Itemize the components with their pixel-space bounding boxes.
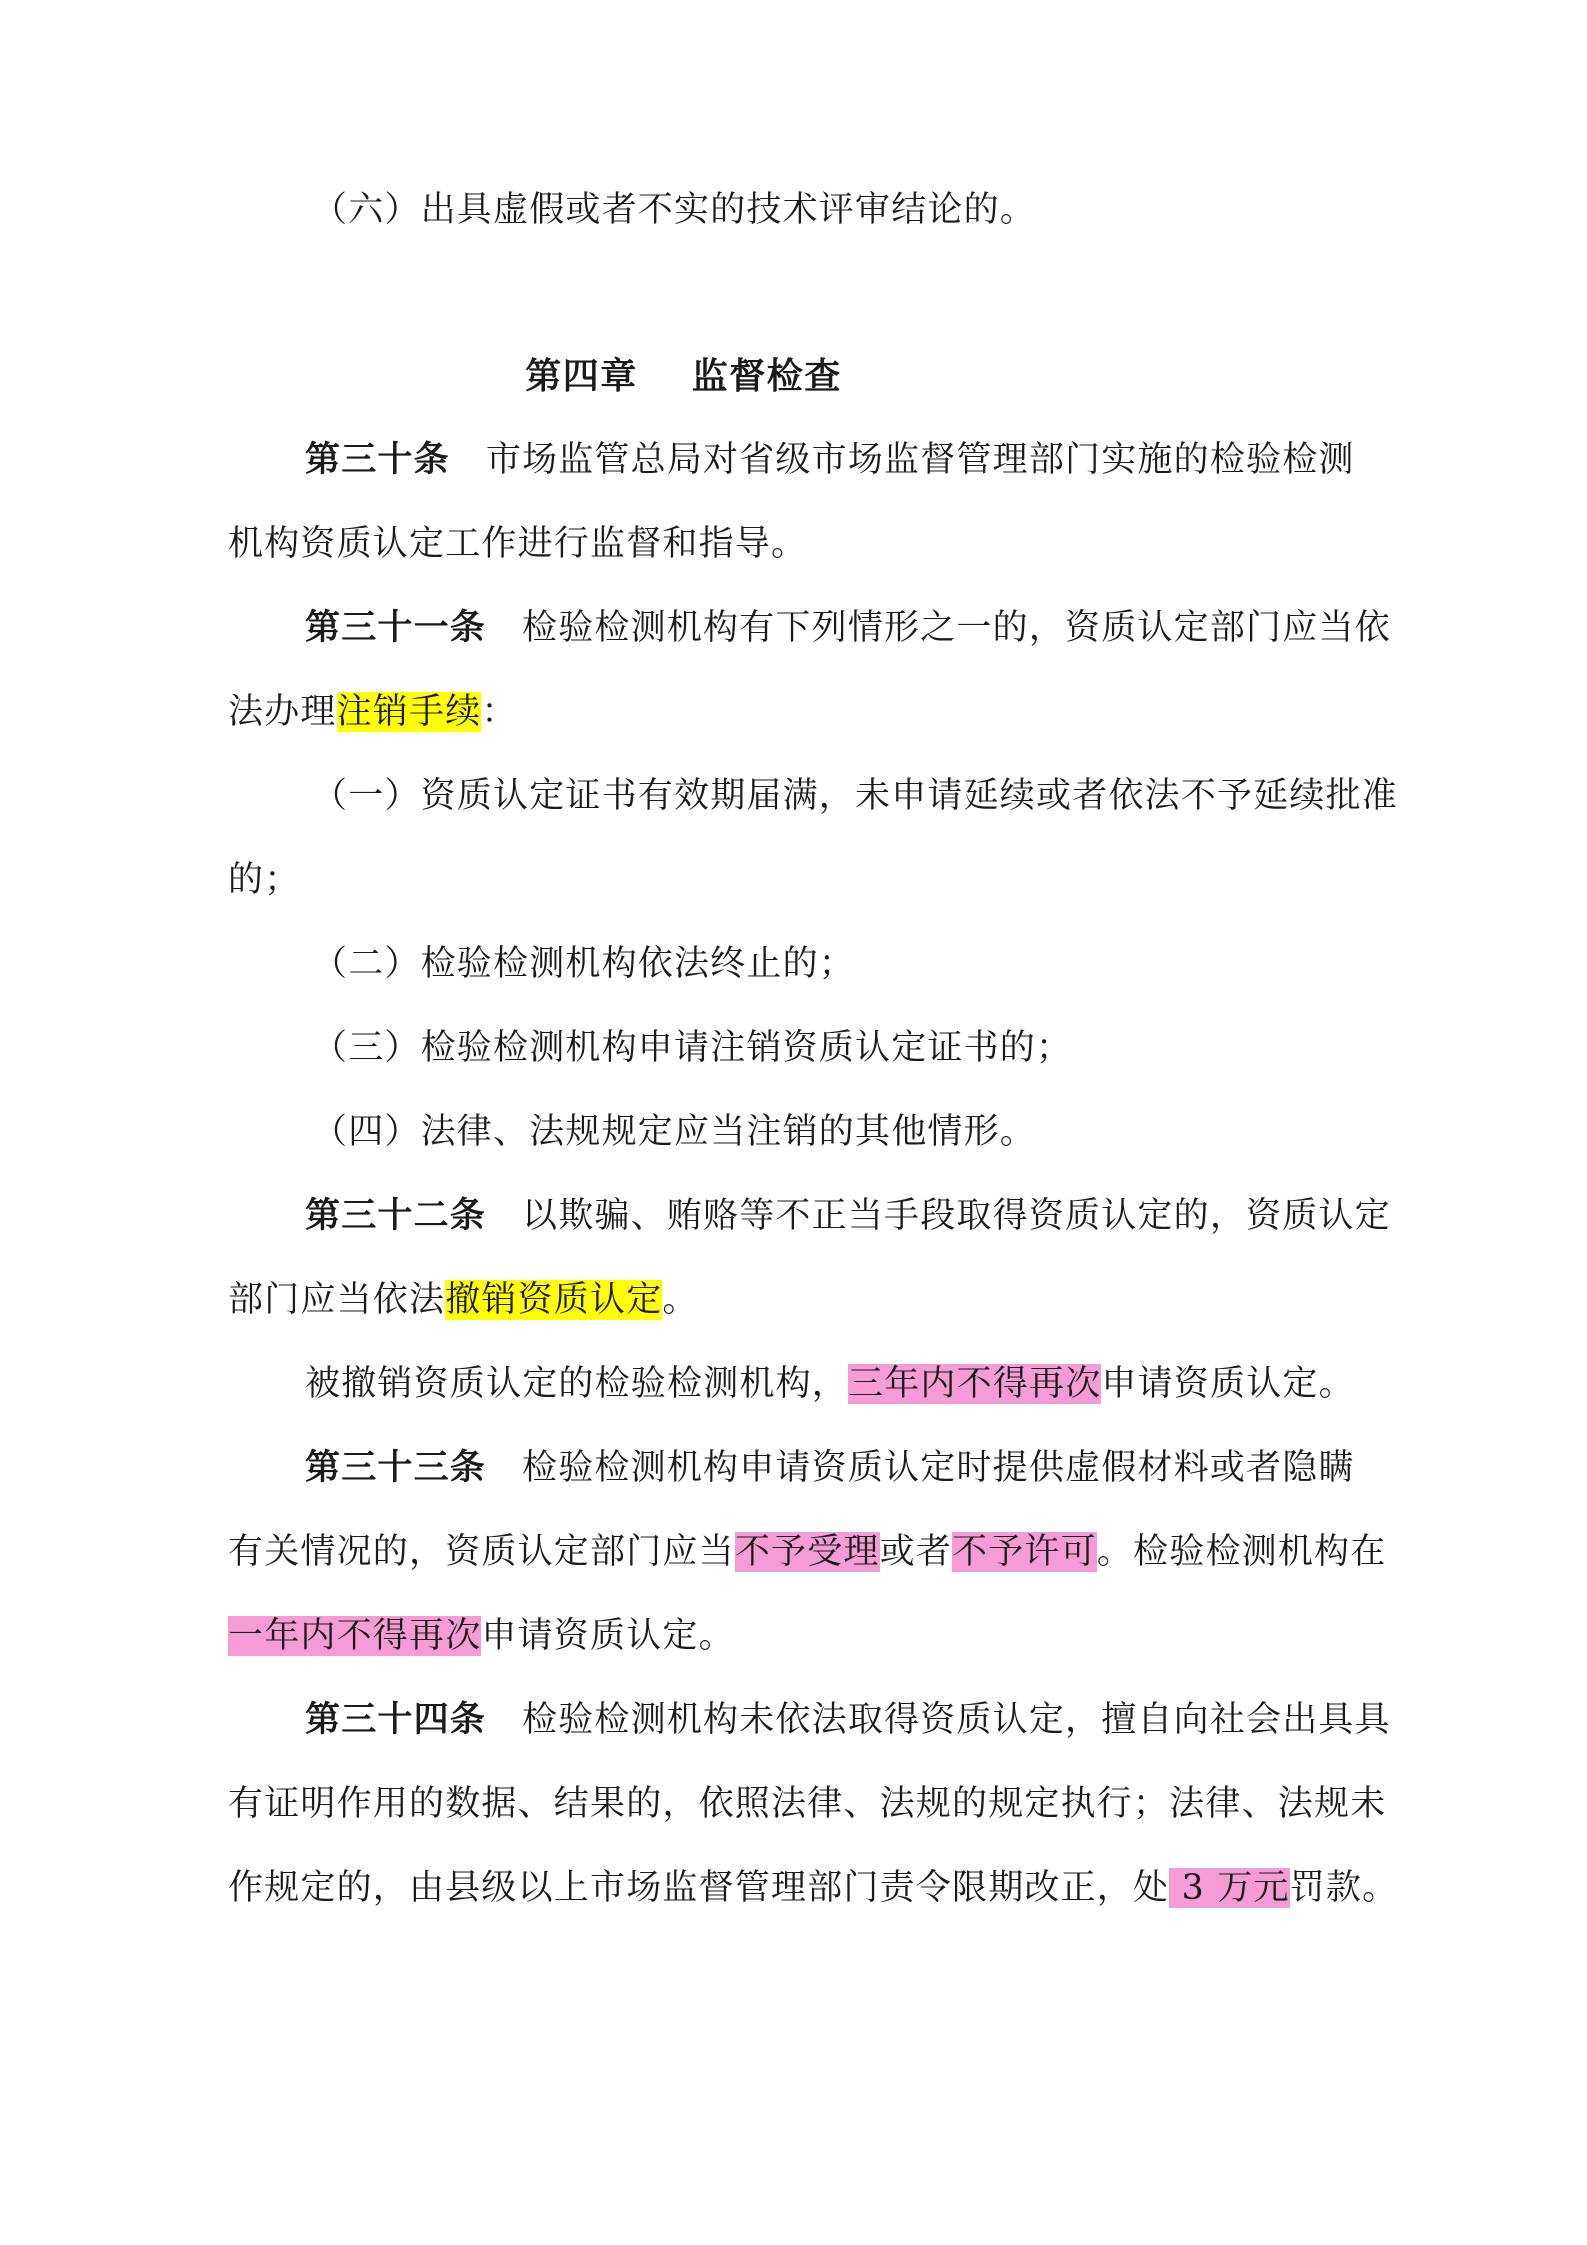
article-30-text: 机构资质认定工作进行监督和指导。 [228, 524, 808, 564]
article-30-line-1 [305, 436, 1500, 484]
article-32-text: 申请资质认定。 [1101, 1364, 1355, 1404]
highlight-cancel-procedure: 注销手续 [336, 692, 482, 732]
article-33-text: 检验检测机构申请资质认定时提供虚假材料或者隐瞒 [522, 1448, 1355, 1488]
article-32-line-1 [305, 1192, 1500, 1240]
article-34-line-1 [305, 1696, 1500, 1744]
item-text: （四）法律、法规规定应当注销的其他情形。 [312, 1112, 1037, 1152]
article-34-line-2 [228, 1780, 1423, 1828]
article-34-text: 作规定的，由县级以上市场监督管理部门责令限期改正，处 [228, 1868, 1170, 1908]
article-30-title: 第三十条 [305, 439, 450, 480]
item-six-text: （六）出具虚假或者不实的技术评审结论的。 [312, 190, 1037, 230]
highlight-three-years: 三年内不得再次 [848, 1364, 1102, 1404]
article-32-text: 部门应当依法 [228, 1280, 446, 1320]
highlight-not-permitted: 不予许可 [952, 1532, 1097, 1572]
article-30-text: 市场监管总局对省级市场监督管理部门实施的检验检测 [485, 440, 1355, 480]
highlight-not-accepted: 不予受理 [734, 1532, 880, 1572]
article-30-line-2 [228, 520, 1423, 568]
article-31-item-2 [312, 940, 1507, 988]
item-text: （三）检验检测机构申请注销资质认定证书的； [312, 1028, 1073, 1068]
article-34-title: 第三十四条 [305, 1699, 487, 1740]
article-31-item-1-line-2 [228, 856, 1423, 904]
article-32-line-2 [228, 1276, 1423, 1324]
article-34-line-3 [228, 1864, 1423, 1912]
article-31-text: 检验检测机构有下列情形之一的，资质认定部门应当依 [522, 608, 1391, 648]
article-33-text: 申请资质认定。 [481, 1616, 735, 1656]
article-31-line-1 [305, 604, 1500, 652]
article-33-text: 。检验检测机构在 [1096, 1532, 1387, 1572]
article-31-text: ： [481, 692, 518, 732]
article-32-text: 以欺骗、贿赂等不正当手段取得资质认定的，资质认定 [522, 1196, 1391, 1236]
article-31-item-1-line-1 [312, 772, 1507, 820]
item-text: （二）检验检测机构依法终止的； [312, 944, 856, 984]
article-33-line-3 [228, 1612, 1423, 1660]
item-text: 的； [228, 860, 301, 900]
article-31-item-3 [312, 1024, 1507, 1072]
highlight-one-year: 一年内不得再次 [228, 1616, 482, 1656]
article-31-text: 法办理 [228, 692, 337, 732]
item-six [312, 186, 1507, 234]
article-31-title: 第三十一条 [305, 607, 487, 648]
article-34-text: 罚款。 [1289, 1868, 1399, 1908]
chapter-title: 监督检查 [691, 355, 842, 397]
article-33-line-2 [228, 1528, 1423, 1576]
article-34-text: 有证明作用的数据、结果的，依照法律、法规的规定执行；法律、法规未 [228, 1784, 1387, 1824]
article-33-text: 有关情况的，资质认定部门应当 [228, 1532, 735, 1572]
article-32-text: 。 [662, 1280, 699, 1320]
article-33-text: 或者 [879, 1532, 953, 1572]
chapter-number: 第四章 [525, 355, 638, 397]
highlight-fine-amount: 3 万元 [1169, 1868, 1290, 1908]
article-32-title: 第三十二条 [305, 1195, 487, 1236]
article-32-text: 被撤销资质认定的检验检测机构， [305, 1364, 849, 1404]
article-31-item-4 [312, 1108, 1507, 1156]
article-34-text: 检验检测机构未依法取得资质认定，擅自向社会出具具 [522, 1700, 1391, 1740]
article-33-title: 第三十三条 [305, 1447, 487, 1488]
article-31-line-2 [228, 688, 1423, 736]
highlight-revoke: 撤销资质认定 [445, 1280, 663, 1320]
article-32-para-2 [305, 1360, 1500, 1408]
article-33-line-1 [305, 1444, 1500, 1492]
item-text: （一）资质认定证书有效期届满，未申请延续或者依法不予延续批准 [312, 776, 1399, 816]
chapter-heading [0, 352, 1477, 400]
